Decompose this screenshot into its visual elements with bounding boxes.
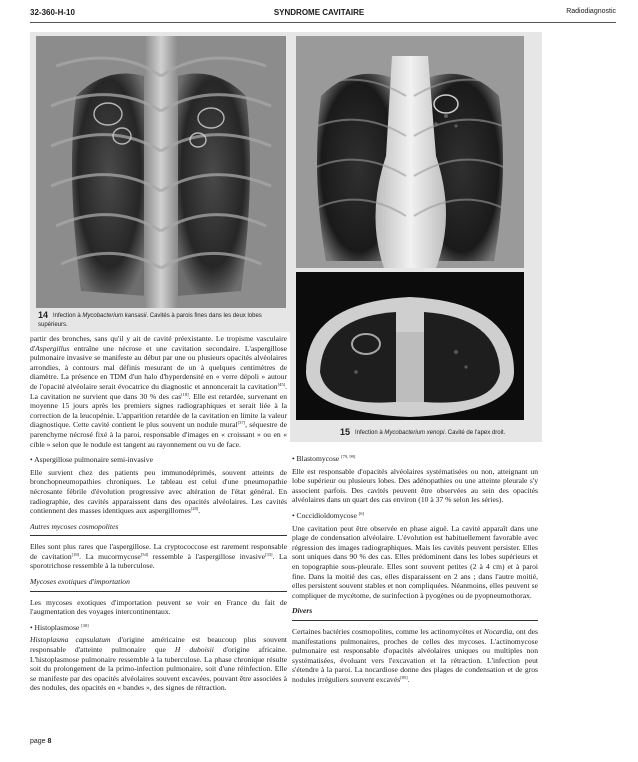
bullet-coccidioidomycose: • Coccidioïdomycose [6] bbox=[292, 510, 365, 520]
section-label: Radiodiagnostic bbox=[566, 8, 616, 15]
paragraph-semi-invasive: Elle survient chez des patients peu immunodéprimés, souvent atteints de bronchopneumopathies chroniques. Le tableau est celui d'une pneumopathie nécrosante fébrile d'évolution progressive avec altération de l'état général. En radiographie, des cavités apparaissent dans des opacités alvéolaires. Les cavités contiennent des masses identiques aux aspergillomes[28]. bbox=[30, 467, 287, 516]
figure-14-caption: 14 Infection à Mycobacterium kansasii. Cavités à parois fines dans les deux lobes supérieurs. bbox=[38, 310, 262, 328]
bullet-aspergillose-semi-invasive: • Aspergillose pulmonaire semi-invasive bbox=[30, 455, 153, 465]
bullet-histoplasmose: • Histoplasmose [30] bbox=[30, 622, 89, 632]
heading-mycoses-exotiques: Mycoses exotiques d'importation bbox=[30, 577, 130, 587]
figure-15-caption: 15 Infection à Mycobacterium xenopi. Cavité de l'apex droit. bbox=[340, 427, 506, 437]
figure-14-radiograph bbox=[36, 36, 286, 308]
paragraph-histoplasmose: Histoplasma capsulatum d'origine américaine est beaucoup plus souvent responsable d'atteinte pulmonaire que H duboisii d'origine africaine. L'histoplasmose pulmonaire ressemble à la tuberculose. La phase chronique résulte soit du prolongement de la primo-infection pulmonaire, soit d'une réinfection. Elle se manifeste par des opacités alvéolaires souvent excavées, pouvant être associées à des nodules, des opacités en « bandes », des signes de rétraction. bbox=[30, 635, 287, 693]
page-number: 8 bbox=[47, 738, 52, 745]
heading-rule bbox=[292, 620, 538, 621]
running-title: SYNDROME CAVITAIRE bbox=[273, 8, 365, 17]
paragraph-coccidioidomycose: Une cavitation peut être observée en phase aiguë. La cavité apparaît dans une plage de condensation alvéolaire. L'évolution est habituellement favorable avec régression des images radiographiques. Mais les cavités peuvent persister. Elles sont uniques dans 90 % des cas. Elles prédominent dans les lobes supérieurs et en topographie sous-pleurale. Elles sont souvent petites (2 à 4 cm) et à paroi fine. Dans la moitié des cas, elles disparaissent en 2 ans ; dans l'autre moitié, elles persistent souvent stables et non compliquées. Néanmoins, elles peuvent se compliquer de mycétome, de surinfection à pyogènes ou de pyopneumothorax. bbox=[292, 523, 538, 600]
page-footer: page 8 bbox=[30, 738, 52, 745]
paragraph-mycoses-exotiques: Les mycoses exotiques d'importation peuvent se voir en France du fait de l'augmentation des voyages intercontinentaux. bbox=[30, 597, 287, 617]
heading-divers: Divers bbox=[292, 606, 313, 616]
figure-15-number: 15 bbox=[340, 427, 351, 437]
right-column bbox=[292, 454, 538, 690]
paragraph-divers: Certaines bactéries cosmopolites, comme les actinomycètes et Nocardia, ont des manifestations pulmonaires, proches de celles des mycoses. L'actinomycose pulmonaire est responsable d'opacités alvéolaires uniques ou multiples non systématisées, évoluant vers l'excavation et la rétraction. L'infection peut s'étendre à la paroi. La nocardiose donne des plages de condensation et de gros nodules irréguliers souvent excavés[85]. bbox=[292, 626, 538, 684]
header-rule bbox=[30, 22, 616, 23]
figure-15-ct-scan bbox=[296, 272, 524, 420]
heading-autres-mycoses: Autres mycoses cosmopolites bbox=[30, 521, 119, 531]
document-code: 32-360-H-10 bbox=[30, 8, 75, 17]
figure-15-chest-radiograph bbox=[296, 36, 524, 268]
paragraph-aspergillose-invasive: partir des bronches, sans qu'il y ait de cavité préexistante. Le tropisme vasculaire d'Aspergillus entraîne une nécrose et une cavitation secondaire. L'aspergillose pulmonaire invasive se manifeste au début par une ou plusieurs opacités alvéolaires arrondies, à contours mal définis mesurant de un à quelques centimètres de diamètre. La présence en TDM d'un halo d'hyperdensité en « verre dépoli » autour de l'opacité alvéolaire serait évocatrice du diagnostic et annoncerait la cavitation[45]. La cavitation ne survient que dans 30 % des cas[18]. Elle est retardée, survenant en moyenne 15 jours après les premiers signes radiographiques et serait liée à la correction de la leucopénie. L'apparition retardée de la cavitation en limite la valeur diagnostique. Cette cavité contient le plus souvent un nodule mural[37], séquestre de parenchyme nécrosé fixé à la paroi, responsable d'images en « croissant » ou en « cible » selon que le nodule est tangent au rayonnement ou vu de face. bbox=[30, 334, 287, 449]
paragraph-autres-mycoses: Elles sont plus rares que l'aspergillose. La cryptococcose est rarement responsable de cavitation[18]. La mucormycose[54] ressemble à l'aspergillose invasive[33]. La sporotrichose ressemble à la tuberculose. bbox=[30, 542, 287, 571]
heading-rule bbox=[30, 535, 287, 536]
bullet-blastomycose: • Blastomycose [79, 99] bbox=[292, 454, 356, 463]
left-column bbox=[30, 334, 287, 699]
paragraph-blastomycose: Elle est responsable d'opacités alvéolaires systématisées ou non, atteignant un lobe supérieur ou plusieurs lobes. Des adénopathies ou une atteinte pleurale s'y associent parfois. Des cavités peuvent être observées au sein des opacités alvéolaires dans un quart des cas environ (10 à 37 % selon les séries). bbox=[292, 466, 538, 505]
figure-14-number: 14 bbox=[38, 310, 49, 320]
heading-rule bbox=[30, 591, 287, 592]
